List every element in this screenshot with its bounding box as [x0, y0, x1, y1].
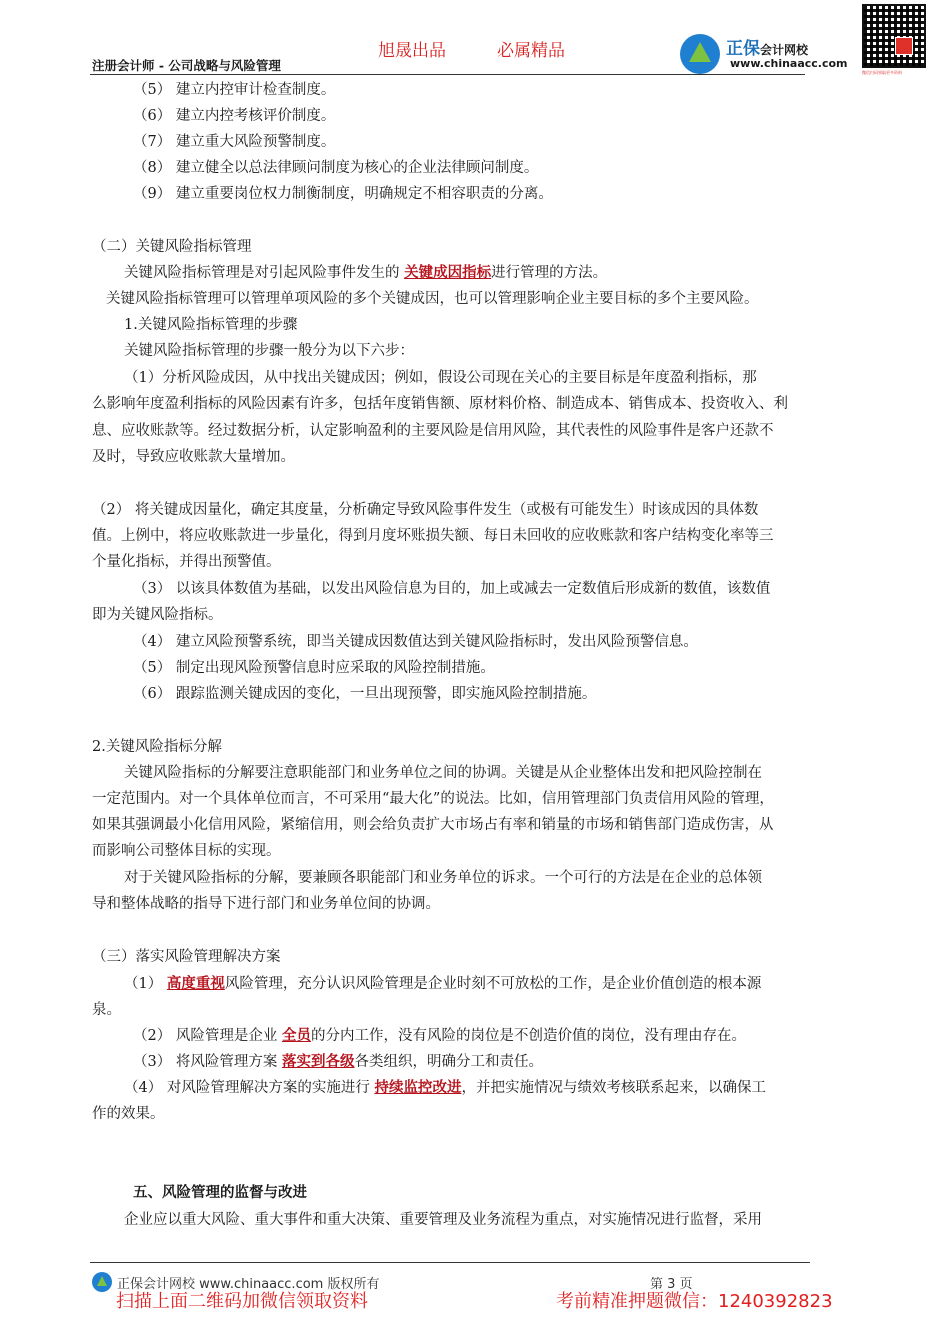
highlight-term: 全员 — [281, 1027, 311, 1044]
paragraph-line: 值。上例中，将应收账款进一步量化，得到月度坏账损失额、每日未回收的应收账款和客户结构变化率等三 — [92, 528, 774, 544]
list-item: （1） 高度重视风险管理，充分认识风险管理是企业时刻不可放松的工作，是企业价值创造的根本源 — [124, 975, 762, 992]
qr-code-icon — [862, 4, 926, 68]
list-item: （3） 将风险管理方案 落实到各级各类组织，明确分工和责任。 — [133, 1053, 543, 1070]
list-item: （5） 制定出现风险预警信息时应采取的风险控制措施。 — [133, 660, 495, 676]
paragraph-line: 对于关键风险指标的分解，要兼顾各职能部门和业务单位的诉求。一个可行的方法是在企业的总体领 — [124, 870, 762, 886]
list-item: （5） 建立内控审计检查制度。 — [133, 82, 336, 98]
paragraph-line: 企业应以重大风险、重大事件和重大决策、重要管理及业务流程为重点，对实施情况进行监督，采用 — [124, 1212, 762, 1228]
logo-url: www.chinaacc.com — [730, 57, 848, 70]
paragraph-line: 息、应收账款等。经过数据分析，认定影响盈利的主要风险是信用风险，其代表性的风险事件是客户还款不 — [92, 423, 774, 439]
paragraph-line: （2） 将关键成因量化，确定其度量，分析确定导致风险事件发生（或极有可能发生）时该成因的具体数 — [92, 502, 759, 518]
course-title: 注册会计师 - 公司战略与风险管理 — [92, 58, 281, 73]
footer-logo-icon — [92, 1272, 112, 1292]
paragraph-line: （1）分析风险成因，从中找出关键成因；例如，假设公司现在关心的主要目标是年度盈利指标，那 — [124, 370, 757, 386]
paragraph-line: （3） 以该具体数值为基础，以发出风险信息为目的，加上或减去一定数值后形成新的数值，该数值 — [133, 581, 771, 597]
logo-icon — [680, 34, 720, 74]
subsection-heading: 1.关键风险指标管理的步骤 — [124, 317, 298, 333]
header-slogan-right: 必属精品 — [497, 41, 565, 61]
list-item: （4） 建立风险预警系统，即当关键成因数值达到关键风险指标时，发出风险预警信息。 — [133, 634, 698, 650]
paragraph-line: 关键风险指标管理是对引起风险事件发生的 关键成因指标进行管理的方法。 — [124, 264, 608, 281]
footer-promo-left: 扫描上面二维码加微信领取资料 — [116, 1291, 368, 1312]
highlight-term: 落实到各级 — [281, 1053, 355, 1070]
paragraph-line: 泉。 — [92, 1002, 121, 1018]
paragraph-line: 一定范围内。对一个具体单位而言，不可采用“最大化”的说法。比如，信用管理部门负责信用风险的管理， — [92, 791, 774, 807]
list-item: （4） 对风险管理解决方案的实施进行 持续监控改进，并把实施情况与绩效考核联系起来，以确保工 — [124, 1079, 766, 1096]
list-item: （2） 风险管理是企业 全员的分内工作，没有风险的岗位是不创造价值的岗位，没有理由存在。 — [133, 1027, 746, 1044]
subsection-heading: 2.关键风险指标分解 — [92, 739, 222, 755]
paragraph-line: 关键风险指标管理可以管理单项风险的多个关键成因，也可以管理影响企业主要目标的多个主要风险。 — [106, 291, 759, 307]
chapter-heading: 五、风险管理的监督与改进 — [133, 1184, 307, 1201]
list-item: （9） 建立重要岗位权力制衡制度，明确规定不相容职责的分离。 — [133, 186, 553, 202]
highlight-term: 高度重视 — [166, 975, 225, 992]
paragraph-line: 导和整体战略的指导下进行部门和业务单位间的协调。 — [92, 896, 440, 912]
paragraph-line: 及时，导致应收账款大量增加。 — [92, 449, 295, 465]
paragraph-line: 个量化指标，并得出预警值。 — [92, 554, 281, 570]
paragraph-line: 么影响年度盈利指标的风险因素有许多，包括年度销售额、原材料价格、制造成本、销售成本、投资收入、利 — [92, 396, 788, 412]
list-item: （8） 建立健全以总法律顾问制度为核心的企业法律顾问制度。 — [133, 160, 539, 176]
logo-title: 正保会计网校 — [726, 39, 809, 59]
paragraph-line: 作的效果。 — [92, 1106, 165, 1122]
paragraph-line: 关键风险指标管理的步骤一般分为以下六步： — [124, 343, 414, 359]
list-item: （7） 建立重大风险预警制度。 — [133, 134, 336, 150]
qr-caption: 微信扫码领取更多资料 — [862, 70, 902, 75]
list-item: （6） 建立内控考核评价制度。 — [133, 108, 336, 124]
qr-badge-icon — [895, 37, 913, 55]
section-heading: （三）落实风险管理解决方案 — [92, 949, 281, 965]
highlight-term: 关键成因指标 — [404, 264, 492, 281]
footer-divider — [90, 1262, 810, 1263]
paragraph-line: 如果其强调最小化信用风险，紧缩信用，则会给负责扩大市场占有率和销量的市场和销售部门造成伤害，从 — [92, 817, 774, 833]
brand-logo — [680, 32, 860, 76]
paragraph-line: 即为关键风险指标。 — [92, 607, 223, 623]
section-heading: （二）关键风险指标管理 — [92, 239, 252, 255]
footer-promo-right: 考前精准押题微信：1240392823 — [556, 1291, 833, 1312]
list-item: （6） 跟踪监测关键成因的变化，一旦出现预警，即实施风险控制措施。 — [133, 686, 597, 702]
paragraph-line: 而影响公司整体目标的实现。 — [92, 843, 281, 859]
paragraph-line: 关键风险指标的分解要注意职能部门和业务单位之间的协调。关键是从企业整体出发和把风险控制在 — [124, 765, 762, 781]
footer-copyright: 正保会计网校 www.chinaacc.com 版权所有 — [117, 1277, 380, 1292]
page-number: 第 3 页 — [650, 1277, 693, 1292]
highlight-term: 持续监控改进 — [374, 1079, 462, 1096]
header-slogan-left: 旭晟出品 — [378, 41, 446, 61]
